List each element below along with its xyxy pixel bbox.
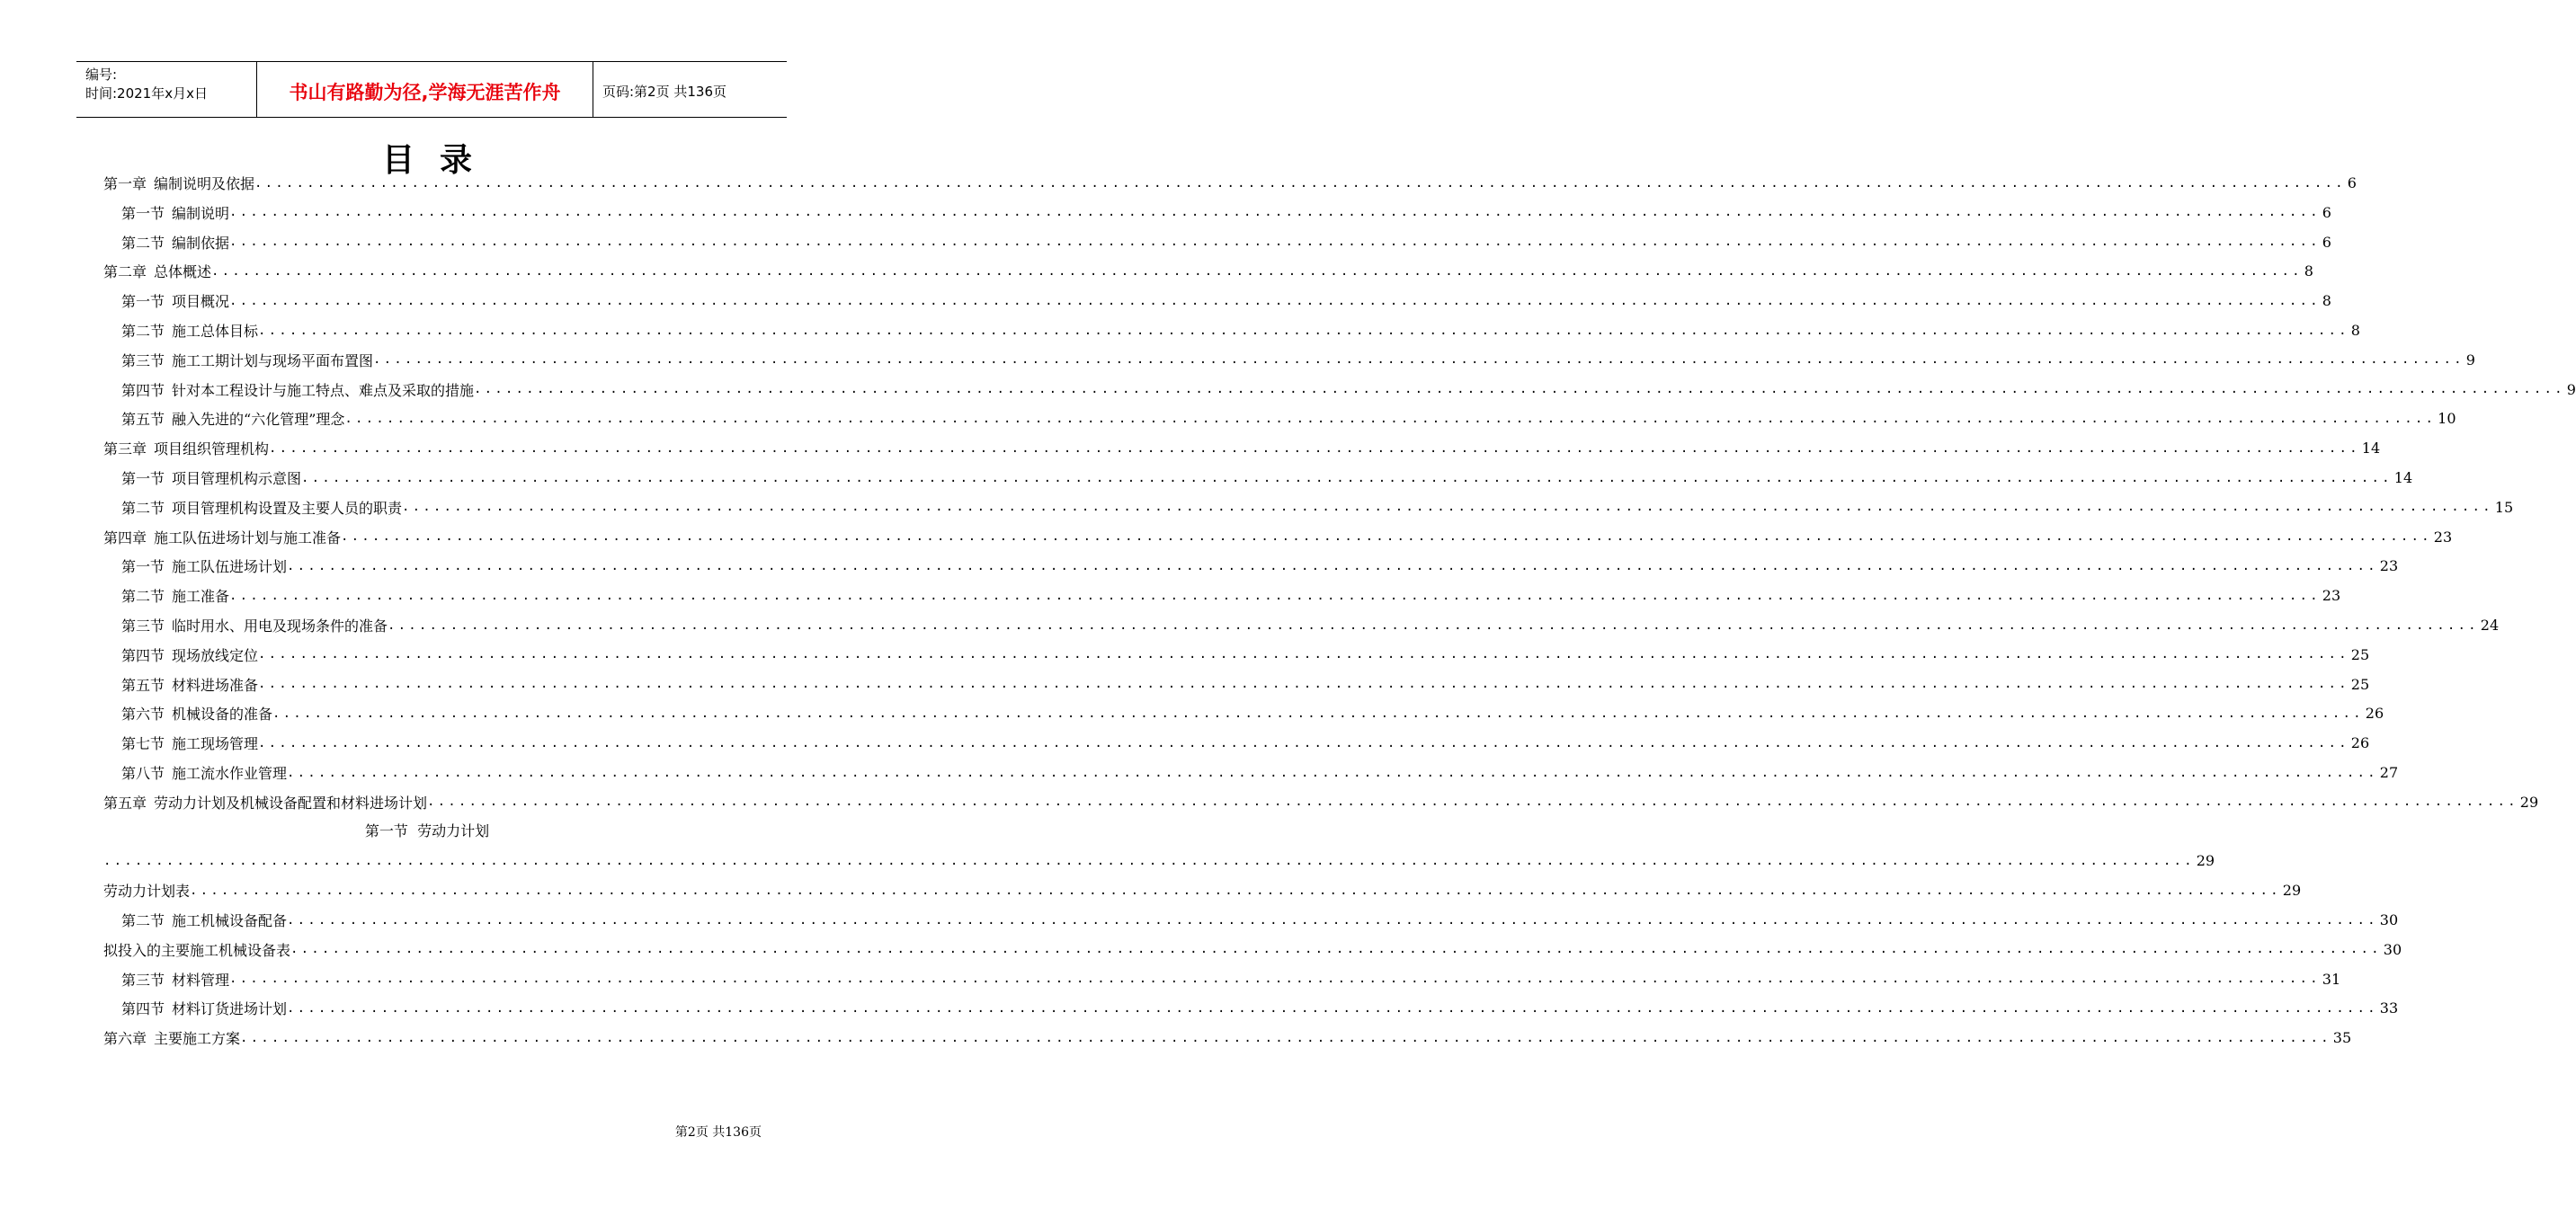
toc-entry-text: 针对本工程设计与施工特点、难点及采取的措施	[172, 381, 475, 399]
toc-entry-number: 第五节	[121, 676, 165, 694]
toc-entry-page: 25	[2350, 675, 2370, 693]
toc-entry[interactable]	[103, 256, 2313, 286]
toc-entry[interactable]	[121, 493, 2514, 522]
toc-entry-label	[103, 1027, 240, 1048]
toc-entry-page: 26	[2365, 705, 2384, 723]
toc-entry-leader-dots: ........................................................................................................................................................................................................	[287, 1000, 2378, 1016]
toc-entry[interactable]	[103, 787, 2539, 817]
toc-entry-text: 编制说明及依据	[154, 175, 255, 192]
toc-entry-label	[103, 438, 269, 458]
toc-entry-leader-dots: ........................................................................................................................................................................................................	[402, 500, 2493, 515]
toc-entry-number: 第一节	[121, 558, 165, 576]
toc-entry-label	[121, 232, 229, 253]
centered-section-number: 第一节	[364, 822, 408, 839]
header-left-cell	[76, 62, 257, 117]
toc-entry-leader-dots: ........................................................................................................................................................................................................	[388, 617, 2479, 633]
toc-entry-page: 9	[2465, 351, 2475, 369]
toc-entry[interactable]	[103, 846, 2215, 875]
toc-entry-leader-dots: ........................................................................................................................................................................................................	[229, 588, 2321, 603]
toc-entry[interactable]	[121, 315, 2360, 345]
toc-entry-leader-dots: ........................................................................................................................................................................................................	[341, 529, 2432, 545]
toc-entry-label	[121, 674, 258, 695]
toc-entry-page: 27	[2379, 764, 2399, 781]
toc-entry-number: 第八节	[121, 765, 165, 782]
header-page-info: 页码:第2页 共136页	[602, 84, 726, 100]
toc-entry[interactable]	[121, 993, 2399, 1023]
toc-entry-number: 第四节	[121, 646, 165, 664]
toc-entry-page: 24	[2480, 617, 2500, 634]
toc-entry-leader-dots: ........................................................................................................................................................................................................	[229, 235, 2321, 250]
toc-entry-text: 材料管理	[172, 971, 230, 989]
toc-entry-label	[103, 880, 190, 901]
toc-entry-leader-dots: ........................................................................................................................................................................................................	[373, 352, 2465, 368]
centered-section-heading	[0, 816, 854, 846]
document-number-label: 编号:	[85, 67, 118, 83]
toc-entry-number: 第一节	[121, 470, 165, 487]
toc-entry-leader-dots: ........................................................................................................................................................................................................	[287, 912, 2378, 928]
toc-entry[interactable]	[121, 640, 2370, 670]
toc-entry-number: 第一节	[121, 293, 165, 311]
toc-entry-text: 施工现场管理	[172, 735, 259, 753]
toc-entry-page: 8	[2304, 262, 2313, 280]
toc-entry-label	[121, 467, 301, 488]
toc-entry-number: 第三节	[121, 971, 165, 989]
toc-entry-text: 项目管理机构设置及主要人员的职责	[172, 499, 403, 517]
toc-entry-leader-dots: ........................................................................................................................................................................................................	[290, 942, 2382, 957]
toc-entry-leader-dots: ........................................................................................................................................................................................................	[344, 411, 2437, 426]
toc-entry[interactable]	[121, 551, 2399, 581]
toc-entry-text: 总体概述	[154, 263, 212, 281]
toc-entry-page: 30	[2383, 940, 2402, 958]
toc-entry-text: 劳动力计划表	[103, 883, 191, 901]
toc-entry-label	[121, 703, 272, 724]
toc-entry[interactable]	[121, 758, 2399, 787]
toc-entry-label	[121, 998, 287, 1018]
page-header	[76, 61, 787, 118]
toc-entry-label	[103, 792, 427, 813]
toc-entry-page: 8	[2322, 292, 2331, 310]
toc-entry-page: 26	[2350, 734, 2370, 752]
toc-entry-text: 现场放线定位	[172, 646, 259, 664]
toc-entry[interactable]	[103, 935, 2402, 964]
toc-entry-page: 23	[2322, 587, 2341, 605]
toc-entry-page: 6	[2322, 203, 2331, 221]
toc-entry-page: 15	[2494, 498, 2514, 516]
toc-entry-page: 6	[2322, 233, 2331, 251]
document-time-label: 时间:2021年x月x日	[85, 85, 208, 102]
toc-entry-label	[103, 939, 290, 960]
toc-entry-leader-dots: ........................................................................................................................................................................................................	[258, 647, 2349, 662]
toc-entry-number: 第四节	[121, 1000, 165, 1018]
toc-entry-number: 第七节	[121, 735, 165, 753]
toc-entry-label	[121, 615, 388, 635]
toc-entry-text: 机械设备的准备	[172, 706, 273, 724]
toc-entry-text: 拟投入的主要施工机械设备表	[103, 941, 291, 959]
toc-entry-page: 23	[2379, 557, 2399, 575]
toc-entry[interactable]	[103, 1023, 2352, 1053]
toc-entry-label	[121, 555, 287, 576]
toc-entry-label	[121, 585, 229, 606]
toc-entry-page: 23	[2433, 528, 2453, 546]
toc-entry-number: 第二节	[121, 323, 165, 340]
toc-entry-leader-dots: ........................................................................................................................................................................................................	[301, 470, 2393, 485]
toc-entry-page: 8	[2350, 322, 2360, 339]
toc-entry-text: 施工队伍进场计划	[172, 558, 288, 576]
toc-entry[interactable]	[121, 286, 2331, 315]
toc-entry-number: 第二节	[121, 588, 165, 606]
toc-entry[interactable]	[103, 433, 2381, 463]
toc-entry-number: 第三节	[121, 617, 165, 635]
toc-entry-leader-dots: ........................................................................................................................................................................................................	[254, 175, 2346, 191]
toc-entry[interactable]	[121, 728, 2370, 758]
toc-entry-label	[121, 290, 229, 311]
toc-entry-page: 30	[2379, 911, 2399, 928]
toc-entry[interactable]	[103, 522, 2453, 552]
toc-entry-page: 9	[2566, 380, 2576, 398]
toc-entry-number: 第三章	[103, 440, 147, 458]
toc-entry-number: 第五章	[103, 794, 147, 812]
toc-entry-page: 14	[2393, 469, 2413, 486]
toc-entry-page: 25	[2350, 645, 2370, 663]
toc-entry-page: 29	[2196, 852, 2215, 870]
page-title: 目录	[381, 142, 497, 179]
toc-entry-page: 33	[2379, 999, 2399, 1017]
toc-entry[interactable]	[121, 198, 2331, 227]
toc-entry-text: 施工流水作业管理	[172, 765, 288, 782]
toc-entry-label	[121, 408, 344, 429]
toc-entry-number: 第一节	[121, 204, 165, 222]
toc-entry[interactable]	[103, 875, 2302, 905]
toc-entry-label	[121, 202, 229, 223]
toc-entry-number: 第二节	[121, 234, 165, 252]
toc-entry-number: 第一章	[103, 175, 147, 192]
toc-entry-leader-dots: ........................................................................................................................................................................................................	[272, 706, 2364, 721]
toc-entry-page: 35	[2332, 1029, 2352, 1047]
toc-entry-leader-dots: ........................................................................................................................................................................................................	[229, 972, 2321, 987]
toc-entry-leader-dots: ........................................................................................................................................................................................................	[269, 440, 2360, 456]
toc-entry-leader-dots: ........................................................................................................................................................................................................	[258, 323, 2349, 338]
toc-entry-text: 融入先进的“六化管理”理念	[172, 411, 345, 429]
toc-entry[interactable]	[121, 670, 2370, 699]
toc-entry-text: 劳动力计划及机械设备配置和材料进场计划	[154, 794, 428, 812]
toc-entry-text: 施工准备	[172, 588, 230, 606]
toc-entry-text: 临时用水、用电及现场条件的准备	[172, 617, 388, 635]
toc-entry-leader-dots: ........................................................................................................................................................................................................	[240, 1030, 2331, 1045]
toc-entry-leader-dots: ........................................................................................................................................................................................................	[258, 677, 2349, 692]
toc-entry-label	[121, 969, 229, 990]
toc-entry[interactable]	[121, 463, 2413, 493]
toc-entry-number: 第三节	[121, 351, 165, 369]
toc-entry[interactable]	[121, 581, 2341, 610]
toc-entry-page: 10	[2438, 410, 2456, 428]
toc-entry-text: 项目组织管理机构	[154, 440, 270, 458]
toc-entry-number: 第二节	[121, 499, 165, 517]
toc-entry-page: 31	[2322, 970, 2341, 988]
toc-entry[interactable]	[121, 375, 2576, 404]
toc-entry[interactable]	[103, 168, 2357, 198]
toc-entry-leader-dots: ........................................................................................................................................................................................................	[287, 765, 2378, 780]
toc-entry-leader-dots: ........................................................................................................................................................................................................	[229, 293, 2321, 308]
toc-entry-leader-dots: ........................................................................................................................................................................................................	[103, 853, 2195, 868]
toc-entry-label	[121, 379, 474, 400]
toc-entry-label	[103, 527, 341, 547]
toc-entry[interactable]	[121, 964, 2341, 994]
toc-entry-number: 第六章	[103, 1030, 147, 1048]
toc-entry-leader-dots: ........................................................................................................................................................................................................	[287, 558, 2378, 573]
toc-entry-label	[121, 762, 287, 783]
toc-entry-text: 项目概况	[172, 293, 230, 311]
toc-entry[interactable]	[121, 905, 2399, 935]
toc-entry-text: 编制依据	[172, 234, 230, 252]
toc-entry-leader-dots: ........................................................................................................................................................................................................	[229, 205, 2321, 220]
centered-section-text: 劳动力计划	[417, 822, 490, 839]
toc-entry-page: 14	[2361, 440, 2381, 457]
toc-entry-number: 第二节	[121, 912, 165, 929]
toc-entry-leader-dots: ........................................................................................................................................................................................................	[474, 382, 2565, 397]
toc-entry-page: 29	[2282, 882, 2302, 900]
toc-entry-leader-dots: ........................................................................................................................................................................................................	[427, 795, 2518, 810]
toc-entry-label	[103, 261, 211, 281]
toc-entry[interactable]	[121, 227, 2331, 257]
toc-entry-text: 编制说明	[172, 204, 230, 222]
toc-entry-text: 施工队伍进场计划与施工准备	[154, 528, 342, 546]
toc-entry-number: 第六节	[121, 706, 165, 724]
toc-entry-text: 材料进场准备	[172, 676, 259, 694]
toc-entry-label	[121, 350, 373, 370]
page-footer: 第2页 共136页	[674, 1125, 762, 1140]
toc-entry-label	[121, 320, 258, 341]
toc-entry-page: 6	[2347, 174, 2357, 191]
toc-entry-label	[121, 910, 287, 930]
toc-entry-number: 第二章	[103, 263, 147, 281]
toc-entry-leader-dots: ........................................................................................................................................................................................................	[190, 883, 2281, 898]
toc-entry-label	[103, 173, 254, 193]
toc-entry-text: 施工工期计划与现场平面布置图	[172, 351, 374, 369]
header-motto: 书山有路勤为径,学海无涯苦作舟	[257, 62, 593, 117]
toc-entry-label	[121, 733, 258, 753]
toc-entry-number: 第五节	[121, 411, 165, 429]
toc-entry-label	[121, 497, 402, 518]
toc-entry-text: 施工机械设备配备	[172, 912, 288, 929]
toc-entry-leader-dots: ........................................................................................................................................................................................................	[258, 735, 2349, 751]
toc-entry-text: 项目管理机构示意图	[172, 470, 302, 487]
toc-entry[interactable]	[121, 345, 2475, 375]
toc-entry[interactable]	[121, 698, 2384, 728]
toc-entry-leader-dots: ........................................................................................................................................................................................................	[211, 263, 2303, 279]
toc-entry-page: 29	[2519, 793, 2539, 811]
toc-entry[interactable]	[121, 404, 2456, 433]
toc-entry-number: 第四节	[121, 381, 165, 399]
toc-entry-text: 施工总体目标	[172, 323, 259, 340]
toc-entry-text: 材料订货进场计划	[172, 1000, 288, 1018]
toc-entry-text: 主要施工方案	[154, 1030, 241, 1048]
toc-entry-label	[121, 644, 258, 665]
toc-entry-number: 第四章	[103, 528, 147, 546]
toc-entry[interactable]	[121, 610, 2500, 640]
